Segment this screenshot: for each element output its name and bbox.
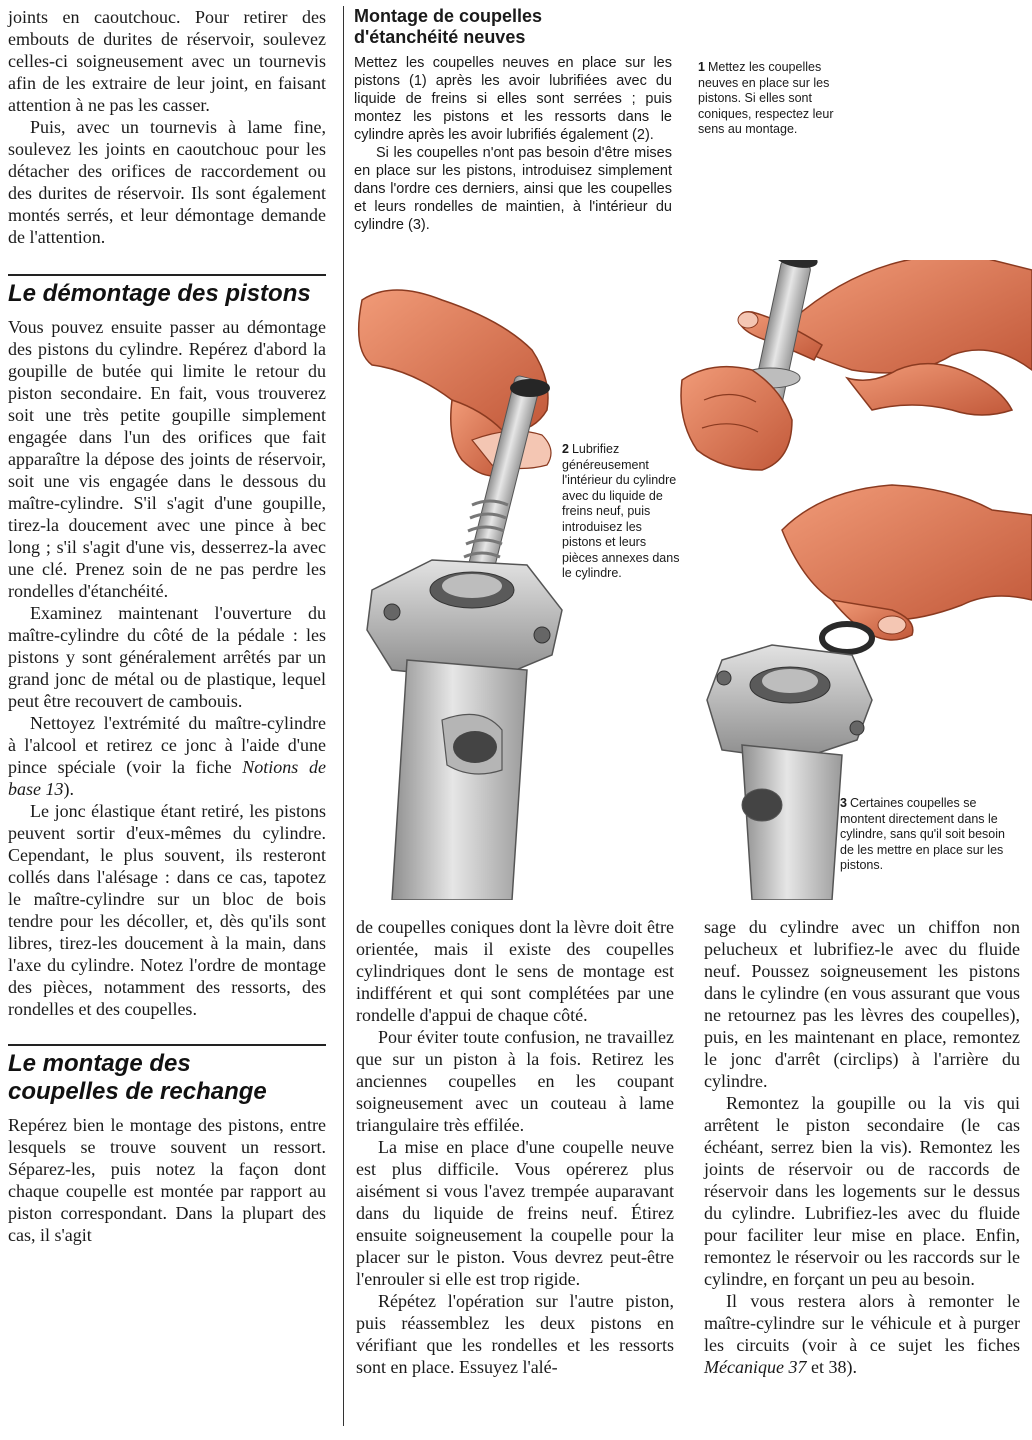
heading-line: Le montage des: [8, 1050, 191, 1077]
caption-text: Lubrifiez généreusement l'intérieur du cylindre avec du liquide de freins neuf, puis introduisez les pistons et leurs pièces annexes dans le cylindre.: [562, 442, 680, 580]
sidebar-title-line: d'étanchéité neuves: [354, 27, 526, 47]
caption-text: Certaines coupelles se montent directement dans le cylindre, sans qu'il soit besoin de les mettre en place sur les pistons.: [840, 796, 1005, 872]
paragraph: Puis, avec un tournevis à lame fine, soulevez les joints en caoutchouc pour les détacher des orifices de raccordement ou des durites de réservoir. Ils sont également montés serrés, et leur démontage demande de l'attention.: [8, 117, 326, 247]
paragraph: Le jonc élastique étant retiré, les pistons peuvent sortir d'eux-mêmes du cylindre. Cependant, le plus souvent, ils resteront collés dans l'alésage : dans ce cas, tapotez le maître-cylindre sur un bloc de bois tendre pour les décoller, et, dès qu'ils sont libres, tirez-les doucement à la main, dans l'axe du cylindre. Notez l'ordre de montage des pièces, notamment des ressorts, des rondelles et des coupelles.: [8, 801, 326, 1019]
caption-number: 3: [840, 796, 847, 810]
column-divider: [343, 6, 344, 1426]
heading-line: coupelles de rechange: [8, 1078, 267, 1105]
paragraph-text: ).: [63, 779, 74, 799]
paragraph: La mise en place d'une coupelle neuve est plus difficile. Vous opérerez plus aisément si vous l'avez trempée auparavant dans du liquide de freins neuf. Étirez ensuite soigneusement la coupelle pour la placer sur le piston. Vous devrez peut-être l'enrouler si elle est trop rigide.: [356, 1137, 674, 1289]
caption-text: Mettez les coupelles neuves en place sur les pistons. Si elles sont coniques, respectez leur sens au montage.: [698, 60, 834, 136]
paragraph: sage du cylindre avec un chiffon non pelucheux et lubrifiez-le avec du fluide neuf. Poussez soigneusement les pistons dans le cylindre (en vous assurant que vous ne retournez pas les lèvres des coupelles), puis, en les maintenant en place, remontez le jonc d'arrêt (circlips) à l'arrière du cylindre.: [704, 917, 1020, 1091]
sidebar-title-line: Montage de coupelles: [354, 6, 543, 26]
paragraph: joints en caoutchouc. Pour retirer des embouts de durites de réservoir, soulevez celles-ci soigneusement avec un tournevis afin de les extraire de leur joint, en faisant attention à ne pas les casser.: [8, 7, 326, 115]
middle-column: [356, 916, 674, 1378]
paragraph: [704, 1290, 1020, 1378]
caption-number: 2: [562, 442, 569, 456]
paragraph-text: et 38).: [806, 1357, 857, 1377]
paragraph: Pour éviter toute confusion, ne travaillez que sur un piston à la fois. Retirez les anciennes coupelles en les coupant soigneusement avec un couteau à lame triangulaire très effilée.: [356, 1027, 674, 1135]
right-column: [704, 916, 1020, 1378]
section-heading-montage: [8, 1044, 326, 1106]
figure-2-hand-cylinder: [359, 290, 562, 900]
paragraph-text: Nettoyez l'extrémité du maître-cylindre à l'alcool et retirez ce jonc à l'aide d'une pince spéciale (voir la fiche: [8, 713, 326, 777]
paragraph: Vous pouvez ensuite passer au démontage des pistons du cylindre. Repérez d'abord la goupille de butée qui limite le retour du piston secondaire. En fait, vous trouverez soit une très petite goupille simplement engagée dans l'un des orifices que fait apparaître la dépose des joints de réservoir, soit une vis engagée dans le dessous du maître-cylindre. S'il s'agit d'une goupille, tirez-la doucement avec une pince à bec long ; s'il s'agit d'une vis, desserrez-la avec une clé. Prenez soin de ne pas perdre les rondelles d'étanchéité.: [8, 317, 326, 601]
caption-1: [698, 60, 838, 138]
caption-number: 1: [698, 60, 705, 74]
section-heading-demontage: Le démontage des pistons: [8, 274, 326, 308]
figure-3-hand-washer: [707, 485, 1032, 900]
paragraph: Repérez bien le montage des pistons, entre lesquels se trouve souvent un ressort. Séparez-les, puis notez la façon dont chaque coupelle est montée par rapport au piston correspondant. Dans la plupart des cas, il s'agit: [8, 1115, 326, 1245]
paragraph: Remontez la goupille ou la vis qui arrêtent le piston secondaire (le cas échéant, serrez bien la vis). Remontez les joints de réservoir ou de raccords de réservoir dans les logements sur le dessus du cylindre. Lubrifiez-les avec du fluide pour faciliter leur mise en place. Enfin, remontez le réservoir ou les raccords sur le cylindre, en forçant un peu au besoin.: [704, 1093, 1020, 1289]
paragraph-text: Il vous restera alors à remonter le maître-cylindre sur le véhicule et à purger les circuits (voir à ce sujet les fiches: [704, 1291, 1020, 1355]
paragraph: Répétez l'opération sur l'autre piston, puis réassemblez les deux pistons en vérifiant que les rondelles et les ressorts sont en place. Essuyez l'alé-: [356, 1291, 674, 1377]
reference-italic: Notions de base 13: [8, 757, 326, 799]
paragraph: de coupelles coniques dont la lèvre doit être orientée, mais il existe des coupelles cylindriques dont le sens de montage est indifférent et qui sont complétées par une rondelle d'appui de chaque côté.: [356, 917, 674, 1025]
paragraph: [8, 712, 326, 800]
left-column: [8, 6, 326, 1246]
sidebar-paragraph: Si les coupelles n'ont pas besoin d'être mises en place sur les pistons, introduisez simplement dans l'ordre ces derniers, ainsi que les coupelles et leurs rondelles de maintien, à l'intérieur du cylindre (3).: [354, 145, 672, 233]
sidebar-title: [354, 6, 672, 48]
figure-1-hand-piston: [681, 260, 1032, 470]
reference-italic: Mécanique 37: [704, 1357, 807, 1377]
master-cylinder-illustration: [352, 260, 1032, 900]
paragraph: Examinez maintenant l'ouverture du maître-cylindre du côté de la pédale : les pistons y sont généralement arrêtés par un grand jonc de métal ou de plastique, lequel peut être recouvert de cambouis.: [8, 603, 326, 711]
sidebar-box: [354, 6, 672, 234]
sidebar-paragraph: Mettez les coupelles neuves en place sur les pistons (1) après les avoir lubrifiées avec du liquide de freins si elles sont serrées ; puis montez les pistons et les ressorts dans le cylindre après les avoir lubrifiés également (2).: [354, 55, 672, 143]
